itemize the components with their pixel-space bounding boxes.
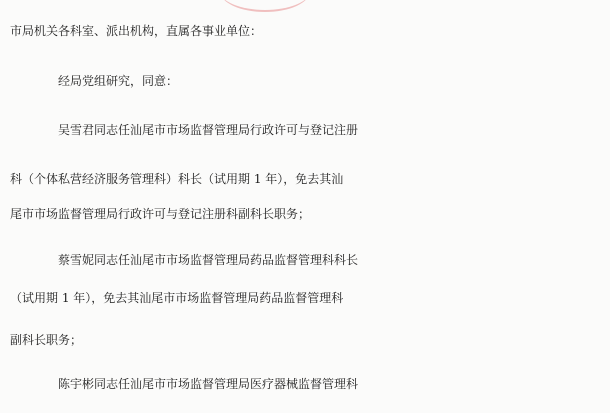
- appointment-1-line-1: 吴雪君同志任汕尾市市场监督管理局行政许可与登记注册: [58, 123, 359, 137]
- red-seal-edge: [220, 0, 310, 12]
- appointment-1-line-3: 尾市市场监督管理局行政许可与登记注册科副科长职务；: [10, 207, 311, 221]
- appointment-2-line-1: 蔡雪妮同志任汕尾市市场监督管理局药品监督管理科科长: [58, 253, 359, 267]
- appointment-2-line-3: 副科长职务；: [10, 333, 83, 347]
- appointment-1-line-2: 科（个体私营经济服务管理科）科长（试用期 1 年），免去其汕: [10, 172, 344, 186]
- appointment-3-line-1: 陈宇彬同志任汕尾市市场监督管理局医疗器械监督管理科: [58, 377, 359, 391]
- appointment-2-line-2: （试用期 1 年），免去其汕尾市市场监督管理局药品监督管理科: [10, 291, 344, 305]
- intro-line: 经局党组研究，同意：: [58, 74, 179, 88]
- salutation-line: 市局机关各科室、派出机构，直属各事业单位：: [10, 24, 263, 38]
